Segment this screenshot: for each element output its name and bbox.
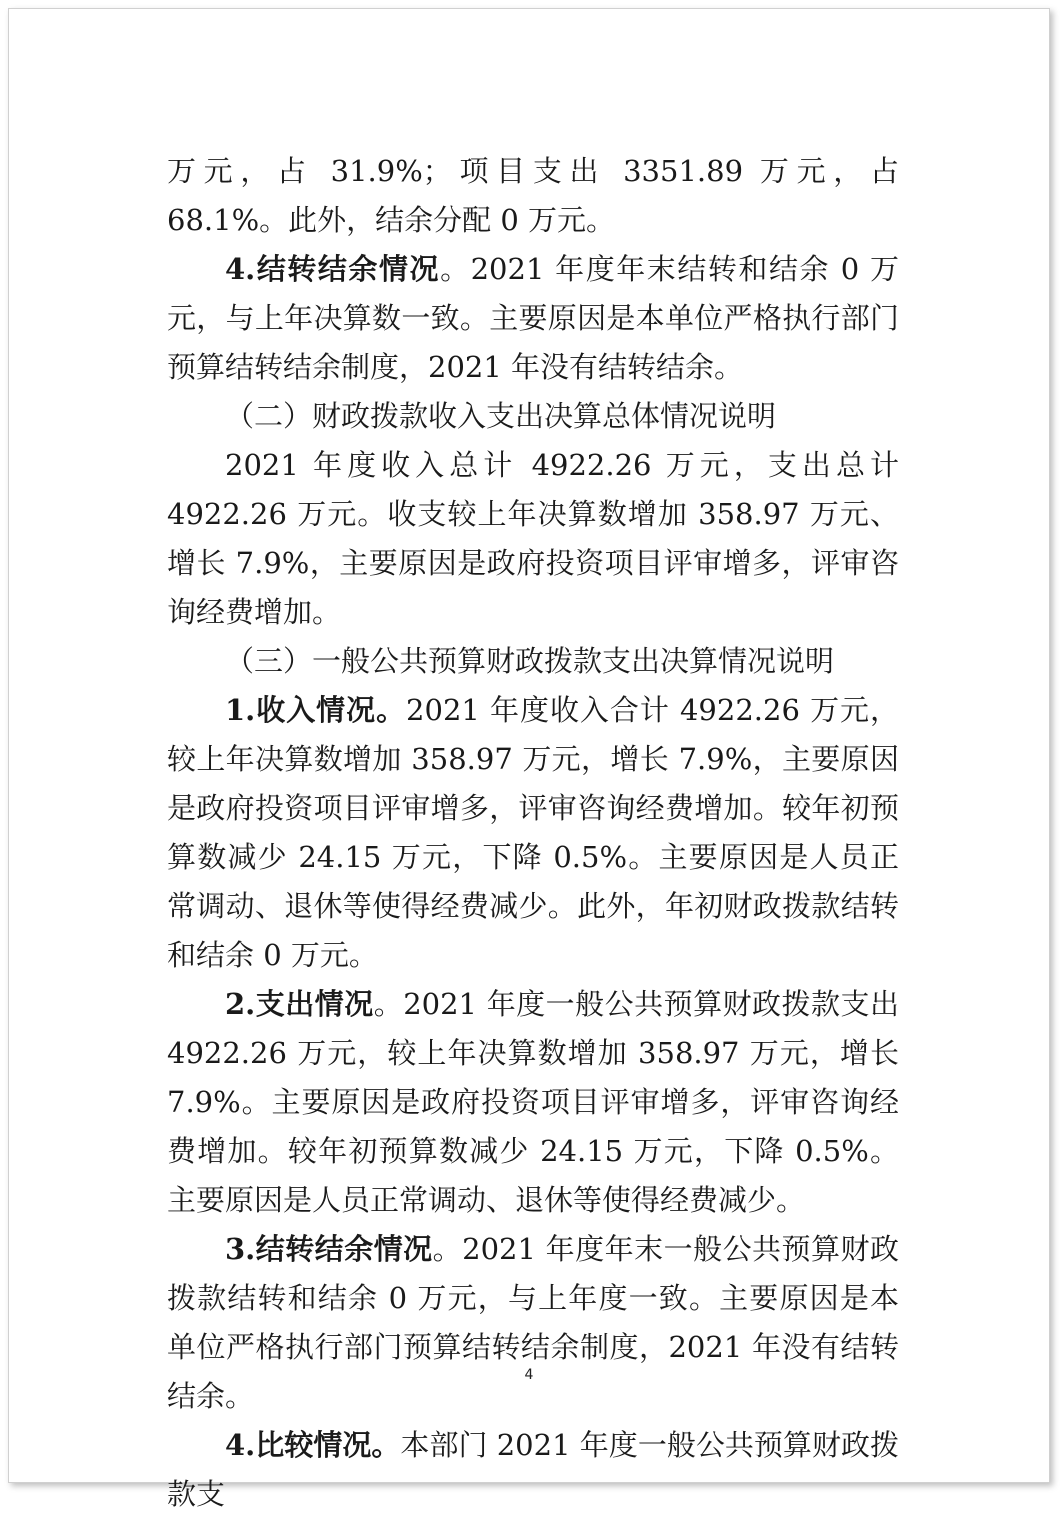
- paragraph-text: 2021 年度收入总计 4922.26 万元，支出总计 4922.26 万元。收支较上年决算数增加 358.97 万元、增长 7.9%，主要原因是政府投资项目评审增多，评审咨询经费增加。: [167, 448, 899, 629]
- paragraph-text: 。2021 年度一般公共预算财政拨款支出 4922.26 万元，较上年决算数增加 358.97 万元，增长 7.9%。主要原因是政府投资项目评审增多，评审咨询经费增加。较年初预算数减少 24.15 万元，下降 0.5%。主要原因是人员正常调动、退休等使得经费减少。: [167, 987, 899, 1217]
- section-heading-general-budget: [167, 637, 899, 686]
- paragraph-lead: 4.结转结余情况: [225, 252, 441, 286]
- heading-text: （二）财政拨款收入支出决算总体情况说明: [225, 399, 777, 433]
- paragraph-text: 。2021 年度年末结转和结余 0 万元，与上年决算数一致。主要原因是本单位严格执行部门预算结转结余制度，2021 年没有结转结余。: [167, 252, 899, 384]
- paragraph-income: [167, 686, 899, 980]
- heading-text: （三）一般公共预算财政拨款支出决算情况说明: [225, 644, 835, 678]
- paragraph-expenditure-split: [167, 147, 899, 245]
- paragraph-text: 本部门 2021 年度一般公共预算财政拨款支: [167, 1428, 899, 1511]
- paragraph-lead: 2.支出情况: [225, 987, 374, 1021]
- paragraph-lead: 4.比较情况。: [225, 1428, 401, 1462]
- document-body: [167, 147, 899, 1519]
- paragraph-expenditure: [167, 980, 899, 1225]
- paragraph-fiscal-overall: [167, 441, 899, 637]
- paragraph-general-carryover: [167, 1225, 899, 1421]
- paragraph-comparison: [167, 1421, 899, 1519]
- paragraph-text: 。2021 年度年末一般公共预算财政拨款结转和结余 0 万元，与上年度一致。主要原因是本单位严格执行部门预算结转结余制度，2021 年没有结转结余。: [167, 1232, 899, 1413]
- paragraph-lead: 1.收入情况。: [225, 693, 407, 727]
- paragraph-text: 万元，占 31.9%；项目支出 3351.89 万元，占 68.1%。此外，结余分配 0 万元。: [167, 154, 899, 237]
- section-heading-fiscal-overall: [167, 392, 899, 441]
- paragraph-lead: 3.结转结余情况: [225, 1232, 433, 1266]
- paragraph-text: 2021 年度收入合计 4922.26 万元，较上年决算数增加 358.97 万元，增长 7.9%，主要原因是政府投资项目评审增多，评审咨询经费增加。较年初预算数减少 24.15 万元，下降 0.5%。主要原因是人员正常调动、退休等使得经费减少。此外，年初财政拨款结转和结余 0 万元。: [167, 693, 899, 972]
- page-number: 4: [524, 1367, 534, 1383]
- paragraph-carryover: [167, 245, 899, 392]
- document-page: [8, 8, 1050, 1511]
